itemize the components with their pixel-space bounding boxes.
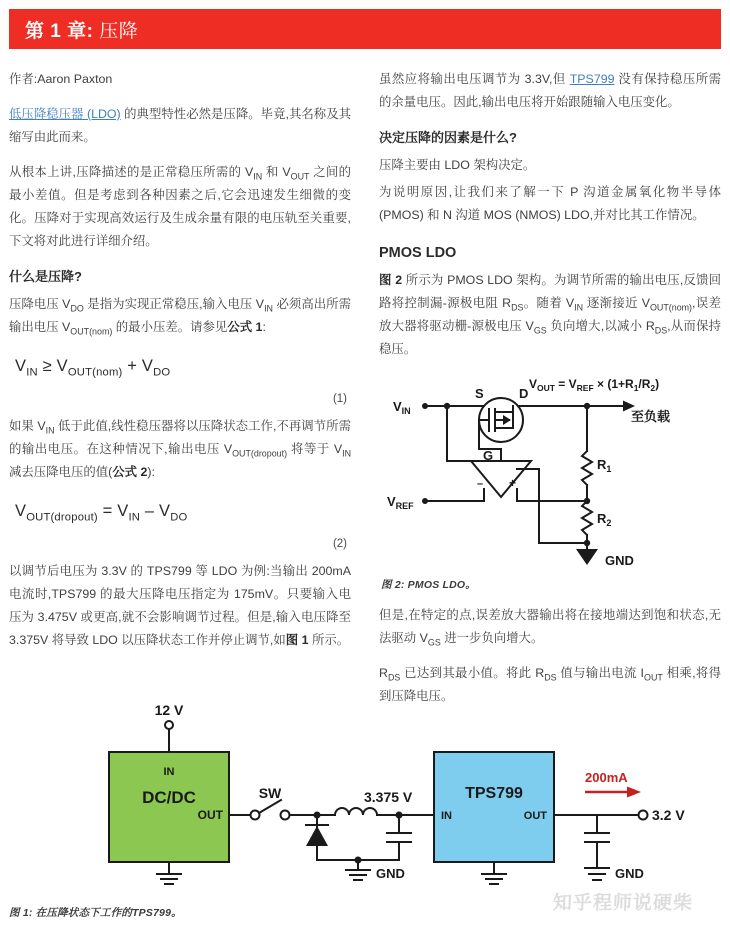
fig2-description-paragraph: 图 2 所示为 PMOS LDO 架构。为调节所需的输出电压,反馈回路将控制漏-源极电阻 $R_{DS}$。随着 $V_{IN}$ 逐渐接近 $V_{OUT(nom)}$,误差放大器将驱动栅-源极电压 $V_{GS}$ 负向增大,以减小 $R_{DS}$,从而保持稳压。: [379, 273, 721, 356]
label-gnd-1: GND: [376, 866, 405, 881]
junction-dot-gnd1: [355, 857, 362, 864]
tps799-link[interactable]: TPS799: [569, 72, 615, 86]
label-gnd-2: GND: [615, 866, 644, 881]
dcdc-block-label: DC/DC: [142, 788, 196, 807]
figure-1-caption: 图 1: 在压降状态下工作的TPS799。: [9, 907, 182, 919]
figure-1-svg: [9, 700, 721, 890]
fig2-label-source: S: [475, 386, 484, 401]
label-output-32v: 3.2 V: [652, 807, 685, 823]
chapter-header-bar: [9, 9, 721, 49]
heading-what-is-dropout: 什么是压降?: [9, 269, 82, 284]
fig2-equation-vout: $V_{OUT} = V_{REF} \times (1+R_1/R_2)$: [529, 377, 660, 393]
equation-1: [9, 357, 351, 405]
output-32v-terminal: [639, 811, 648, 820]
label-switch: SW: [258, 785, 282, 801]
left-column: [9, 68, 351, 664]
figure-2-svg: [379, 373, 721, 569]
heading-factors: 决定压降的因素是什么?: [379, 130, 517, 145]
fig2-label-r1: $R_1$: [597, 457, 612, 474]
equation-2: [9, 502, 351, 550]
fig2-label-to-load: 至负载: [631, 409, 671, 424]
label-3375v: 3.375 V: [364, 789, 413, 805]
dcdc-out-pin-label: OUT: [197, 808, 223, 822]
tps799-block-label: TPS799: [465, 785, 523, 802]
ldo-link[interactable]: 低压降稳压器 (LDO): [9, 107, 121, 121]
chapter-title: 压降: [99, 20, 139, 42]
equation-2-number: (2): [332, 538, 347, 550]
fig2-label-vin: $V_{IN}$: [393, 399, 411, 416]
definition-paragraph: 压降电压 $V_{DO}$ 是指为实现正常稳压,输入电压 $V_{IN}$ 必须高出所需输出电压 $V_{OUT(nom)}$ 的最小压差。请参见公式 1:: [9, 297, 351, 337]
equation-1-number: (1): [332, 393, 347, 405]
if-below-paragraph: 如果 $V_{IN}$ 低于此值,线性稳压器将以压降状态工作,不再调节所需的输出电压。在这种情况下,输出电压 $V_{OUT(dropout)}$ 将等于 $V_{IN}$ 减去压降电压的值(公式 2):: [9, 419, 352, 479]
pmos-nmos-paragraph: 为说明原因,让我们来了解一下 P 沟道金属氧化物半导体 (PMOS) 和 N 沟道 MOS (NMOS) LDO,并对比其工作情况。: [379, 185, 721, 222]
figure-2-pmos-ldo-schematic: [379, 373, 721, 573]
although-paragraph: 虽然应将输出电压调节为 3.3V,但 TPS799 没有保持稳压所需的余量电压。因此,输出电压将开始跟随输入电压变化。: [379, 72, 721, 109]
author-line: 作者:Aaron Paxton: [9, 72, 113, 86]
fig2-opamp-inverting-input: –: [477, 478, 484, 490]
switch-terminal-right[interactable]: [281, 811, 290, 820]
fig2-label-drain: D: [519, 386, 529, 401]
equation-1-expression: $V_{IN} \ge V_{OUT(nom)} + V_{DO}$: [15, 357, 171, 379]
watermark: 知乎程师说硬柴: [552, 893, 694, 914]
equation-2-expression: $V_{OUT(dropout)} = V_{IN} - V_{DO}$: [15, 502, 188, 524]
architecture-paragraph: 压降主要由 LDO 架构决定。: [379, 158, 536, 172]
right-column: [379, 68, 721, 720]
fig2-label-gate: G: [483, 448, 494, 463]
tps799-in-pin-label: IN: [441, 810, 452, 822]
freewheel-diode-icon: [306, 826, 328, 846]
heading-pmos-ldo: PMOS LDO: [379, 245, 457, 261]
fig2-label-r2: $R_2$: [597, 511, 612, 528]
junction-dot-cap1: [396, 812, 403, 819]
fundamental-paragraph: 从根本上讲,压降描述的是正常稳压所需的 $V_{IN}$ 和 $V_{OUT}$ 之间的最小差值。但是考虑到各种因素之后,它会迅速发生细微的变化。压降对于实现高效运行及生成余量有限的电压轨至关重要,下文将对此进行详细介绍。: [9, 165, 351, 248]
rds-min-paragraph: $R_{DS}$ 已达到其最小值。将此 $R_{DS}$ 值与输出电流 $I_{OUT}$ 相乘,将得到压降电压。: [379, 666, 721, 703]
intro-rest: 的典型特性必然是压降。毕竟,其名称及其缩写由此而来。: [9, 107, 351, 144]
tps799-block: [434, 752, 554, 862]
junction-dot-diode: [314, 812, 321, 819]
input-12v-terminal: [165, 721, 173, 729]
figure-2-caption: 图 2: PMOS LDO。: [381, 579, 476, 591]
tps799-out-pin-label: OUT: [523, 810, 547, 822]
ground-symbol-icon: [576, 549, 598, 565]
figure-1-tps799-dropout-schematic: [9, 700, 721, 890]
fig2-opamp-noninverting-input: +: [509, 476, 517, 490]
chapter-label: 第 1 章:: [25, 20, 94, 42]
current-label-200ma: 200mA: [585, 770, 628, 785]
intro-paragraph: [9, 103, 351, 149]
page-title: [9, 16, 138, 43]
fig2-label-gnd: GND: [605, 553, 634, 568]
label-input-12v: 12 V: [154, 702, 184, 718]
however-paragraph: 但是,在特定的点,误差放大器输出将在接地端达到饱和状态,无法驱动 $V_{GS}$ 进一步负向增大。: [379, 608, 721, 648]
current-arrow-200ma: [585, 787, 641, 798]
switch-terminal-left[interactable]: [251, 811, 260, 820]
fig2-label-vref: $V_{REF}$: [387, 494, 414, 511]
example-paragraph: 以调节后电压为 3.3V 的 TPS799 等 LDO 为例:当输出 200mA 电流时,TPS799 的最大压降电压指定为 175mV。只要输入电压为 3.475V 或更高,就不会影响调节过程。但是,输入电压降至 3.375V 将导致 LDO 以压降状态工作并停止调节,如图 1 所示。: [9, 564, 351, 647]
dcdc-in-pin-label: IN: [163, 766, 175, 778]
